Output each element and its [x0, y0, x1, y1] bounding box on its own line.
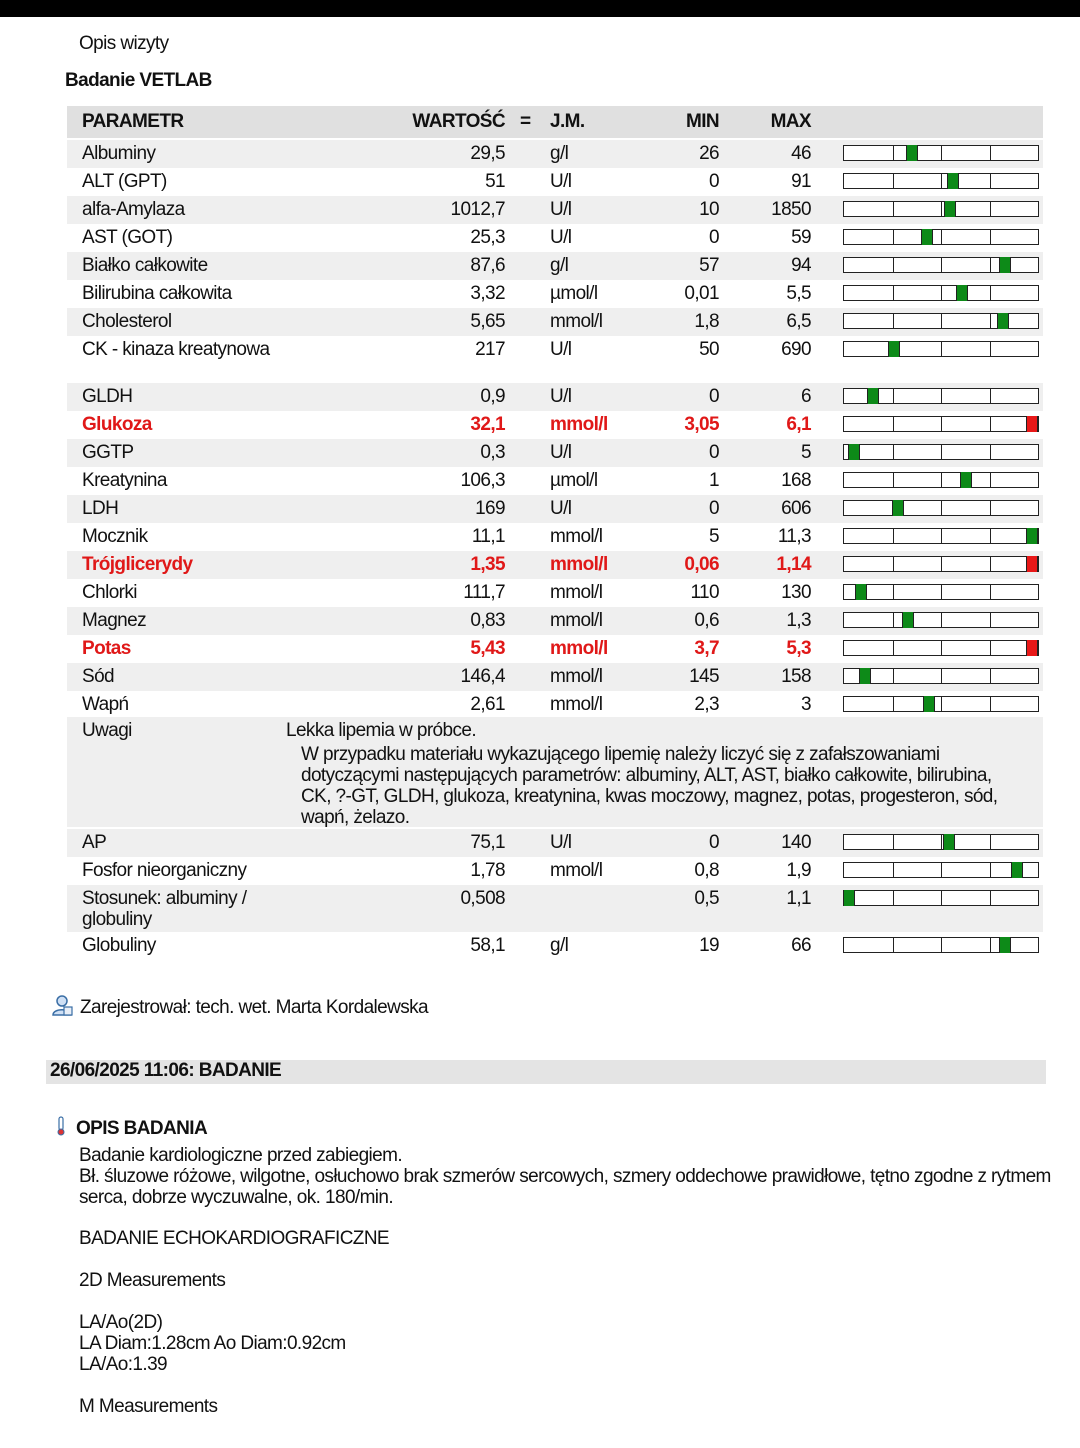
param-max: 1,1	[786, 888, 811, 909]
param-name: alfa-Amylaza	[82, 199, 185, 220]
param-name: Glukoza	[82, 414, 152, 435]
param-value: 111,7	[463, 582, 505, 603]
param-name: ALT (GPT)	[82, 171, 167, 192]
param-name: AP	[82, 832, 107, 853]
range-bar	[843, 444, 1039, 460]
range-tick	[893, 557, 894, 571]
range-tick	[941, 286, 942, 300]
param-min: 110	[690, 582, 719, 603]
range-tick	[990, 389, 991, 403]
range-tick	[990, 641, 991, 655]
section-title: Badanie VETLAB	[65, 70, 212, 91]
range-bar	[843, 500, 1039, 516]
desc-line-6: LA Diam:1.28cm Ao Diam:0.92cm	[79, 1333, 346, 1354]
param-max: 690	[781, 339, 811, 360]
range-bar	[843, 584, 1039, 600]
range-tick	[990, 314, 991, 328]
table-row	[67, 336, 1043, 383]
range-marker	[1026, 528, 1038, 544]
range-bar	[843, 341, 1039, 357]
range-marker	[1026, 556, 1038, 572]
param-max: 606	[781, 498, 811, 519]
param-name: GGTP	[82, 442, 134, 463]
range-tick	[990, 585, 991, 599]
table-row	[67, 607, 1043, 635]
desc-line-7: LA/Ao:1.39	[79, 1354, 168, 1375]
thermometer-icon	[56, 1116, 66, 1136]
range-marker	[921, 229, 933, 245]
header-min: MIN	[685, 111, 719, 132]
param-unit: g/l	[550, 935, 569, 956]
range-tick	[941, 473, 942, 487]
param-value: 106,3	[460, 470, 505, 491]
range-bar	[843, 145, 1039, 161]
range-tick	[941, 174, 942, 188]
range-bar	[843, 201, 1039, 217]
param-value: 0,83	[470, 610, 505, 631]
range-bar	[843, 696, 1039, 712]
range-tick	[893, 863, 894, 877]
range-tick	[941, 389, 942, 403]
desc-line-4: 2D Measurements	[79, 1270, 226, 1291]
range-tick	[990, 938, 991, 952]
param-max: 6,1	[786, 414, 811, 435]
range-marker	[997, 313, 1009, 329]
range-tick	[941, 314, 942, 328]
param-unit: µmol/l	[550, 283, 598, 304]
range-tick	[990, 202, 991, 216]
opis-title-text: OPIS BADANIA	[76, 1118, 208, 1139]
param-name: Białko całkowite	[82, 255, 208, 276]
range-tick	[893, 445, 894, 459]
param-min: 50	[699, 339, 719, 360]
range-tick	[990, 258, 991, 272]
param-min: 0	[709, 498, 719, 519]
param-value: 75,1	[470, 832, 505, 853]
range-bar	[843, 890, 1039, 906]
range-tick	[893, 697, 894, 711]
range-tick	[941, 529, 942, 543]
param-min: 0,8	[694, 860, 719, 881]
range-marker	[947, 173, 959, 189]
param-value: 3,32	[470, 283, 505, 304]
param-unit: U/l	[550, 199, 572, 220]
param-unit: mmol/l	[550, 414, 608, 435]
param-unit: g/l	[550, 255, 569, 276]
range-bar	[843, 285, 1039, 301]
param-value: 11,1	[471, 526, 505, 547]
range-tick	[941, 501, 942, 515]
range-bar	[843, 257, 1039, 273]
param-unit: mmol/l	[550, 526, 603, 547]
table-row	[67, 551, 1043, 579]
range-tick	[893, 202, 894, 216]
param-max: 6,5	[786, 311, 811, 332]
range-tick	[893, 473, 894, 487]
param-unit: mmol/l	[550, 860, 603, 881]
param-value: 0,3	[480, 442, 505, 463]
param-max: 94	[791, 255, 811, 276]
range-bar	[843, 313, 1039, 329]
range-tick	[990, 697, 991, 711]
range-bar	[843, 640, 1039, 656]
param-max: 46	[791, 143, 811, 164]
param-value: 32,1	[470, 414, 505, 435]
range-marker	[892, 500, 904, 516]
table-row	[67, 635, 1043, 663]
table-row	[67, 523, 1043, 551]
table-row	[67, 663, 1043, 691]
range-tick	[990, 529, 991, 543]
user-icon	[50, 994, 74, 1016]
param-min: 0,6	[694, 610, 719, 631]
range-tick	[941, 342, 942, 356]
table-row	[67, 280, 1043, 308]
range-bar	[843, 528, 1039, 544]
param-min: 0,01	[684, 283, 719, 304]
range-bar	[843, 612, 1039, 628]
param-value: 2,61	[470, 694, 505, 715]
param-max: 91	[791, 171, 811, 192]
range-marker	[943, 834, 955, 850]
range-marker	[999, 257, 1011, 273]
param-min: 57	[699, 255, 719, 276]
range-tick	[941, 258, 942, 272]
range-tick	[941, 891, 942, 905]
range-tick	[941, 697, 942, 711]
param-max: 6	[801, 386, 811, 407]
range-marker	[843, 890, 855, 906]
desc-line-1: Badanie kardiologiczne przed zabiegiem.	[79, 1145, 403, 1166]
param-name: Potas	[82, 638, 131, 659]
range-bar	[843, 173, 1039, 189]
table-row	[67, 885, 1043, 932]
range-tick	[893, 146, 894, 160]
opis-title	[56, 1116, 207, 1140]
range-bar	[843, 229, 1039, 245]
param-max: 5,3	[786, 638, 811, 659]
range-tick	[941, 202, 942, 216]
param-value: 146,4	[460, 666, 505, 687]
table-row	[67, 196, 1043, 224]
param-unit: mmol/l	[550, 638, 608, 659]
range-marker	[859, 668, 871, 684]
param-value: 1,35	[470, 554, 505, 575]
range-tick	[941, 445, 942, 459]
param-max: 59	[791, 227, 811, 248]
param-max: 1,3	[786, 610, 811, 631]
table-row	[67, 857, 1043, 885]
param-unit: mmol/l	[550, 554, 608, 575]
range-tick	[893, 258, 894, 272]
param-name: Bilirubina całkowita	[82, 283, 232, 304]
table-row	[67, 383, 1043, 411]
param-unit: g/l	[550, 143, 569, 164]
table-row	[67, 168, 1043, 196]
param-name: Kreatynina	[82, 470, 167, 491]
param-value: 58,1	[470, 935, 505, 956]
range-tick	[893, 613, 894, 627]
param-name: Magnez	[82, 610, 146, 631]
param-name: Sód	[82, 666, 115, 687]
param-max: 3	[801, 694, 811, 715]
range-tick	[990, 613, 991, 627]
range-bar	[843, 834, 1039, 850]
param-min: 0	[709, 227, 719, 248]
range-tick	[941, 641, 942, 655]
range-tick	[941, 585, 942, 599]
range-marker	[1011, 862, 1023, 878]
param-value: 169	[475, 498, 505, 519]
param-name: AST (GOT)	[82, 227, 173, 248]
table-row	[67, 691, 1043, 717]
exam-header-text: 26/06/2025 11:06: BADANIE	[50, 1060, 282, 1081]
range-tick	[990, 445, 991, 459]
table-row	[67, 829, 1043, 857]
desc-line-2: Bł. śluzowe różowe, wilgotne, osłuchowo brak szmerów sercowych, szmery oddechowe prawidłowe, tętno zgodne z rytmem serca, dobrze wyczuwalne, ok. 180/min.	[79, 1166, 1051, 1208]
param-max: 130	[781, 582, 811, 603]
param-min: 1	[709, 470, 719, 491]
table-row	[67, 495, 1043, 523]
param-name: Fosfor nieorganiczny	[82, 860, 247, 881]
param-unit: U/l	[550, 442, 572, 463]
range-marker	[999, 937, 1011, 953]
param-name: GLDH	[82, 386, 133, 407]
param-value: 0,508	[460, 888, 505, 909]
param-value: 5,43	[470, 638, 505, 659]
table-row	[67, 467, 1043, 495]
range-tick	[893, 835, 894, 849]
table-row	[67, 252, 1043, 280]
param-name: Cholesterol	[82, 311, 172, 332]
range-tick	[990, 473, 991, 487]
param-max: 1,14	[776, 554, 811, 575]
param-min: 3,05	[684, 414, 719, 435]
range-bar	[843, 388, 1039, 404]
registered-text: Zarejestrował: tech. wet. Marta Kordalewska	[80, 997, 429, 1018]
notes-body: W przypadku materiału wykazującego lipemię należy liczyć się z zafałszowaniami dotyczącymi następujących parametrów: albuminy, ALT, AST, białko całkowite, bilirubina, CK, ?-GT, GLDH, glukoza, kreatynina, kwas moczowy, magnez, potas, progesteron, sód, wapń, żelazo.	[301, 744, 998, 828]
param-min: 3,7	[694, 638, 719, 659]
range-tick	[990, 286, 991, 300]
range-tick	[990, 891, 991, 905]
range-bar	[843, 416, 1039, 432]
param-value: 1012,7	[450, 199, 505, 220]
param-unit: mmol/l	[550, 311, 603, 332]
registered-by	[50, 994, 428, 1019]
param-max: 158	[781, 666, 811, 687]
range-marker	[956, 285, 968, 301]
param-name: Wapń	[82, 694, 129, 715]
range-tick	[990, 230, 991, 244]
notes-first-line: Lekka lipemia w próbce.	[286, 720, 477, 741]
range-tick	[990, 146, 991, 160]
param-min: 1,8	[694, 311, 719, 332]
param-min: 26	[699, 143, 719, 164]
range-tick	[990, 835, 991, 849]
range-marker	[902, 612, 914, 628]
range-tick	[893, 641, 894, 655]
param-max: 11,3	[777, 526, 811, 547]
header-value: WARTOŚĆ	[412, 111, 505, 132]
param-value: 5,65	[470, 311, 505, 332]
range-tick	[893, 286, 894, 300]
desc-line-5: LA/Ao(2D)	[79, 1312, 163, 1333]
param-max: 140	[781, 832, 811, 853]
desc-line-3: BADANIE ECHOKARDIOGRAFICZNE	[79, 1228, 390, 1249]
range-marker	[923, 696, 935, 712]
param-max: 1,9	[786, 860, 811, 881]
param-value: 217	[475, 339, 505, 360]
param-min: 0	[709, 171, 719, 192]
range-tick	[941, 557, 942, 571]
range-tick	[990, 863, 991, 877]
param-min: 0	[709, 442, 719, 463]
header-param: PARAMETR	[82, 111, 184, 132]
range-tick	[941, 613, 942, 627]
param-value: 87,6	[470, 255, 505, 276]
param-max: 168	[781, 470, 811, 491]
param-min: 145	[689, 666, 719, 687]
range-tick	[893, 389, 894, 403]
range-tick	[941, 230, 942, 244]
table-row	[67, 932, 1043, 960]
param-max: 5,5	[786, 283, 811, 304]
param-max: 5	[801, 442, 811, 463]
range-marker	[888, 341, 900, 357]
range-marker	[960, 472, 972, 488]
range-tick	[893, 529, 894, 543]
table-row	[67, 439, 1043, 467]
range-tick	[893, 314, 894, 328]
range-bar	[843, 556, 1039, 572]
param-unit: mmol/l	[550, 666, 603, 687]
param-min: 19	[699, 935, 719, 956]
param-value: 25,3	[470, 227, 505, 248]
range-tick	[990, 501, 991, 515]
range-tick	[990, 669, 991, 683]
status-bar	[0, 0, 1080, 17]
param-min: 0	[709, 386, 719, 407]
param-min: 10	[699, 199, 719, 220]
range-tick	[893, 585, 894, 599]
param-unit: U/l	[550, 498, 572, 519]
range-tick	[893, 669, 894, 683]
range-tick	[893, 938, 894, 952]
range-bar	[843, 862, 1039, 878]
table-row	[67, 308, 1043, 336]
range-marker	[1026, 416, 1038, 432]
range-tick	[990, 174, 991, 188]
desc-line-8: M Measurements	[79, 1396, 218, 1417]
header-eq: =	[520, 111, 531, 132]
param-min: 0,5	[694, 888, 719, 909]
range-tick	[893, 174, 894, 188]
range-tick	[941, 938, 942, 952]
range-bar	[843, 937, 1039, 953]
header-unit: J.M.	[550, 111, 585, 132]
range-tick	[893, 417, 894, 431]
param-min: 2,3	[694, 694, 719, 715]
param-name: Chlorki	[82, 582, 137, 603]
param-unit: U/l	[550, 171, 572, 192]
param-name: CK - kinaza kreatynowa	[82, 339, 270, 360]
param-value: 51	[485, 171, 505, 192]
param-unit: mmol/l	[550, 694, 603, 715]
notes-row	[67, 717, 1043, 827]
range-tick	[941, 863, 942, 877]
param-name: Mocznik	[82, 526, 148, 547]
range-bar	[843, 472, 1039, 488]
param-name: Albuminy	[82, 143, 156, 164]
range-marker	[944, 201, 956, 217]
range-bar	[843, 668, 1039, 684]
param-name: Trójglicerydy	[82, 554, 193, 575]
range-marker	[855, 584, 867, 600]
param-unit: µmol/l	[550, 470, 598, 491]
range-tick	[893, 891, 894, 905]
param-unit: U/l	[550, 227, 572, 248]
param-max: 1850	[771, 199, 811, 220]
param-unit: U/l	[550, 339, 572, 360]
param-unit: U/l	[550, 832, 572, 853]
table-header	[67, 106, 1043, 138]
table-row	[67, 579, 1043, 607]
table-row	[67, 140, 1043, 168]
exam-header	[46, 1060, 1046, 1084]
header-max: MAX	[770, 111, 811, 132]
range-marker	[1026, 640, 1038, 656]
param-name: Stosunek: albuminy / globuliny	[82, 888, 247, 930]
param-name: LDH	[82, 498, 119, 519]
param-min: 0	[709, 832, 719, 853]
param-unit: mmol/l	[550, 610, 603, 631]
param-value: 29,5	[470, 143, 505, 164]
range-tick	[893, 230, 894, 244]
visit-title: Opis wizyty	[79, 33, 169, 54]
range-tick	[990, 342, 991, 356]
range-marker	[906, 145, 918, 161]
param-unit: U/l	[550, 386, 572, 407]
range-tick	[990, 557, 991, 571]
range-tick	[941, 146, 942, 160]
param-name: Globuliny	[82, 935, 156, 956]
param-max: 66	[791, 935, 811, 956]
param-unit: mmol/l	[550, 582, 603, 603]
range-tick	[941, 417, 942, 431]
param-value: 0,9	[480, 386, 505, 407]
param-min: 0,06	[684, 554, 719, 575]
range-marker	[867, 388, 879, 404]
range-tick	[990, 417, 991, 431]
range-tick	[941, 669, 942, 683]
param-value: 1,78	[470, 860, 505, 881]
table-row	[67, 411, 1043, 439]
range-marker	[848, 444, 860, 460]
table-row	[67, 224, 1043, 252]
param-min: 5	[709, 526, 719, 547]
notes-label: Uwagi	[82, 720, 132, 741]
